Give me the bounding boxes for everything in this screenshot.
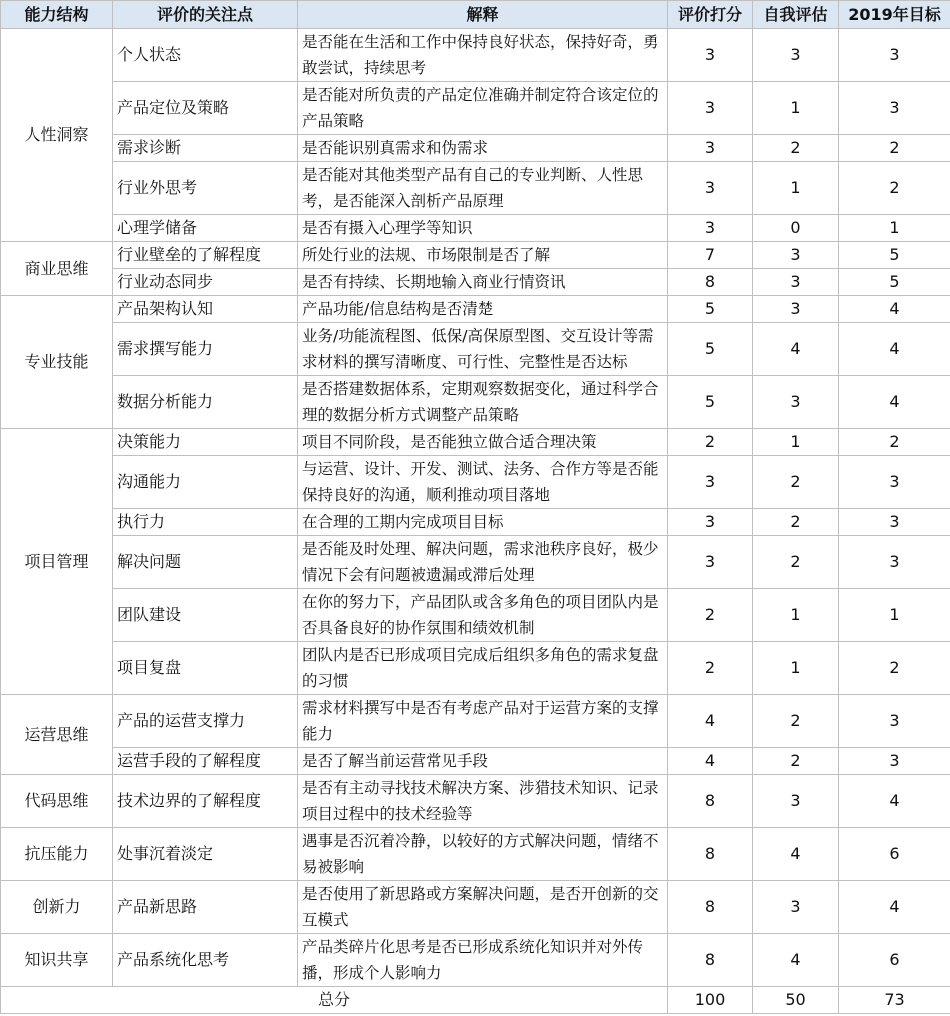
score-cell: 5 bbox=[668, 296, 753, 323]
explanation-cell: 是否搭建数据体系，定期观察数据变化，通过科学合理的数据分析方式调整产品策略 bbox=[298, 376, 668, 429]
explanation-cell: 是否有主动寻找技术解决方案、涉猎技术知识、记录项目过程中的技术经验等 bbox=[298, 775, 668, 828]
target-cell: 6 bbox=[839, 828, 950, 881]
header-focus-point: 评价的关注点 bbox=[113, 1, 298, 29]
explanation-cell: 在合理的工期内完成项目目标 bbox=[298, 509, 668, 536]
explanation-cell: 项目不同阶段，是否能独立做合适合理决策 bbox=[298, 429, 668, 456]
score-cell: 8 bbox=[668, 881, 753, 934]
self-assessment-cell: 3 bbox=[753, 881, 839, 934]
focus-point-cell: 技术边界的了解程度 bbox=[113, 775, 298, 828]
explanation-cell: 是否使用了新思路或方案解决问题，是否开创新的交互模式 bbox=[298, 881, 668, 934]
explanation-cell: 产品功能/信息结构是否清楚 bbox=[298, 296, 668, 323]
header-self-assessment: 自我评估 bbox=[753, 1, 839, 29]
target-cell: 5 bbox=[839, 269, 950, 296]
self-assessment-cell: 2 bbox=[753, 509, 839, 536]
category-cell: 人性洞察 bbox=[1, 29, 113, 242]
target-cell: 5 bbox=[839, 242, 950, 269]
table-body bbox=[1, 29, 950, 1014]
target-cell: 2 bbox=[839, 642, 950, 695]
self-assessment-cell: 1 bbox=[753, 429, 839, 456]
header-explanation: 解释 bbox=[298, 1, 668, 29]
focus-point-cell: 个人状态 bbox=[113, 29, 298, 82]
total-score: 100 bbox=[668, 987, 753, 1014]
table-row bbox=[1, 775, 950, 828]
score-cell: 3 bbox=[668, 456, 753, 509]
score-cell: 2 bbox=[668, 589, 753, 642]
score-cell: 3 bbox=[668, 135, 753, 162]
table-row bbox=[1, 934, 950, 987]
table-row bbox=[1, 828, 950, 881]
category-cell: 知识共享 bbox=[1, 934, 113, 987]
target-cell: 6 bbox=[839, 934, 950, 987]
score-cell: 4 bbox=[668, 748, 753, 775]
table-row bbox=[1, 269, 950, 296]
focus-point-cell: 心理学储备 bbox=[113, 215, 298, 242]
score-cell: 5 bbox=[668, 376, 753, 429]
table-row bbox=[1, 881, 950, 934]
explanation-cell: 业务/功能流程图、低保/高保原型图、交互设计等需求材料的撰写清晰度、可行性、完整性是否达标 bbox=[298, 323, 668, 376]
self-assessment-cell: 2 bbox=[753, 135, 839, 162]
total-label: 总分 bbox=[1, 987, 668, 1014]
self-assessment-cell: 3 bbox=[753, 269, 839, 296]
focus-point-cell: 解决问题 bbox=[113, 536, 298, 589]
target-cell: 1 bbox=[839, 215, 950, 242]
self-assessment-cell: 4 bbox=[753, 323, 839, 376]
table-row bbox=[1, 695, 950, 748]
table-row bbox=[1, 135, 950, 162]
table-row bbox=[1, 82, 950, 135]
self-assessment-cell: 2 bbox=[753, 536, 839, 589]
score-cell: 3 bbox=[668, 509, 753, 536]
explanation-cell: 是否能对所负责的产品定位准确并制定符合该定位的产品策略 bbox=[298, 82, 668, 135]
score-cell: 5 bbox=[668, 323, 753, 376]
explanation-cell: 所处行业的法规、市场限制是否了解 bbox=[298, 242, 668, 269]
target-cell: 3 bbox=[839, 509, 950, 536]
focus-point-cell: 产品架构认知 bbox=[113, 296, 298, 323]
focus-point-cell: 运营手段的了解程度 bbox=[113, 748, 298, 775]
target-cell: 4 bbox=[839, 376, 950, 429]
score-cell: 8 bbox=[668, 934, 753, 987]
self-assessment-cell: 1 bbox=[753, 642, 839, 695]
self-assessment-cell: 2 bbox=[753, 695, 839, 748]
target-cell: 4 bbox=[839, 296, 950, 323]
category-cell: 抗压能力 bbox=[1, 828, 113, 881]
self-assessment-cell: 4 bbox=[753, 828, 839, 881]
score-cell: 8 bbox=[668, 775, 753, 828]
self-assessment-cell: 0 bbox=[753, 215, 839, 242]
self-assessment-cell: 2 bbox=[753, 456, 839, 509]
total-row bbox=[1, 987, 950, 1014]
self-assessment-cell: 1 bbox=[753, 162, 839, 215]
header-2019-target: 2019年目标 bbox=[839, 1, 950, 29]
target-cell: 3 bbox=[839, 456, 950, 509]
focus-point-cell: 产品系统化思考 bbox=[113, 934, 298, 987]
table-row bbox=[1, 215, 950, 242]
score-cell: 3 bbox=[668, 215, 753, 242]
score-cell: 4 bbox=[668, 695, 753, 748]
target-cell: 3 bbox=[839, 82, 950, 135]
explanation-cell: 团队内是否已形成项目完成后组织多角色的需求复盘的习惯 bbox=[298, 642, 668, 695]
target-cell: 2 bbox=[839, 135, 950, 162]
focus-point-cell: 行业外思考 bbox=[113, 162, 298, 215]
target-cell: 4 bbox=[839, 323, 950, 376]
table-row bbox=[1, 429, 950, 456]
category-cell: 项目管理 bbox=[1, 429, 113, 695]
focus-point-cell: 决策能力 bbox=[113, 429, 298, 456]
table-row bbox=[1, 748, 950, 775]
target-cell: 3 bbox=[839, 29, 950, 82]
table-row bbox=[1, 509, 950, 536]
target-cell: 4 bbox=[839, 881, 950, 934]
table-row bbox=[1, 323, 950, 376]
focus-point-cell: 产品新思路 bbox=[113, 881, 298, 934]
explanation-cell: 在你的努力下，产品团队或含多角色的项目团队内是否具备良好的协作氛围和绩效机制 bbox=[298, 589, 668, 642]
explanation-cell: 是否能对其他类型产品有自己的专业判断、人性思考，是否能深入剖析产品原理 bbox=[298, 162, 668, 215]
score-cell: 2 bbox=[668, 642, 753, 695]
explanation-cell: 是否能识别真需求和伪需求 bbox=[298, 135, 668, 162]
self-assessment-cell: 3 bbox=[753, 296, 839, 323]
header-score: 评价打分 bbox=[668, 1, 753, 29]
self-assessment-cell: 1 bbox=[753, 82, 839, 135]
score-cell: 3 bbox=[668, 82, 753, 135]
target-cell: 2 bbox=[839, 162, 950, 215]
score-cell: 8 bbox=[668, 828, 753, 881]
focus-point-cell: 产品定位及策略 bbox=[113, 82, 298, 135]
score-cell: 8 bbox=[668, 269, 753, 296]
table-row bbox=[1, 296, 950, 323]
focus-point-cell: 需求撰写能力 bbox=[113, 323, 298, 376]
focus-point-cell: 数据分析能力 bbox=[113, 376, 298, 429]
focus-point-cell: 行业壁垒的了解程度 bbox=[113, 242, 298, 269]
self-assessment-cell: 3 bbox=[753, 242, 839, 269]
score-cell: 2 bbox=[668, 429, 753, 456]
table-row bbox=[1, 162, 950, 215]
category-cell: 商业思维 bbox=[1, 242, 113, 296]
self-assessment-cell: 3 bbox=[753, 29, 839, 82]
focus-point-cell: 团队建设 bbox=[113, 589, 298, 642]
self-assessment-cell: 3 bbox=[753, 775, 839, 828]
focus-point-cell: 产品的运营支撑力 bbox=[113, 695, 298, 748]
target-cell: 3 bbox=[839, 536, 950, 589]
category-cell: 创新力 bbox=[1, 881, 113, 934]
self-assessment-cell: 2 bbox=[753, 748, 839, 775]
total-self-assessment: 50 bbox=[753, 987, 839, 1014]
explanation-cell: 是否有摄入心理学等知识 bbox=[298, 215, 668, 242]
header-row bbox=[1, 1, 950, 29]
explanation-cell: 是否有持续、长期地输入商业行情资讯 bbox=[298, 269, 668, 296]
table-row bbox=[1, 376, 950, 429]
target-cell: 4 bbox=[839, 775, 950, 828]
focus-point-cell: 执行力 bbox=[113, 509, 298, 536]
table-row bbox=[1, 456, 950, 509]
explanation-cell: 是否了解当前运营常见手段 bbox=[298, 748, 668, 775]
focus-point-cell: 行业动态同步 bbox=[113, 269, 298, 296]
self-assessment-cell: 4 bbox=[753, 934, 839, 987]
total-target: 73 bbox=[839, 987, 950, 1014]
score-cell: 7 bbox=[668, 242, 753, 269]
self-assessment-cell: 1 bbox=[753, 589, 839, 642]
explanation-cell: 是否能在生活和工作中保持良好状态，保持好奇，勇敢尝试，持续思考 bbox=[298, 29, 668, 82]
explanation-cell: 与运营、设计、开发、测试、法务、合作方等是否能保持良好的沟通，顺利推动项目落地 bbox=[298, 456, 668, 509]
table-row bbox=[1, 29, 950, 82]
explanation-cell: 产品类碎片化思考是否已形成系统化知识并对外传播，形成个人影响力 bbox=[298, 934, 668, 987]
table-row bbox=[1, 242, 950, 269]
category-cell: 专业技能 bbox=[1, 296, 113, 429]
table-row bbox=[1, 536, 950, 589]
focus-point-cell: 项目复盘 bbox=[113, 642, 298, 695]
target-cell: 3 bbox=[839, 695, 950, 748]
self-assessment-cell: 3 bbox=[753, 376, 839, 429]
header-category: 能力结构 bbox=[1, 1, 113, 29]
category-cell: 运营思维 bbox=[1, 695, 113, 775]
table-row bbox=[1, 589, 950, 642]
score-cell: 3 bbox=[668, 536, 753, 589]
score-cell: 3 bbox=[668, 29, 753, 82]
target-cell: 2 bbox=[839, 429, 950, 456]
score-cell: 3 bbox=[668, 162, 753, 215]
focus-point-cell: 需求诊断 bbox=[113, 135, 298, 162]
focus-point-cell: 沟通能力 bbox=[113, 456, 298, 509]
category-cell: 代码思维 bbox=[1, 775, 113, 828]
explanation-cell: 遇事是否沉着冷静，以较好的方式解决问题，情绪不易被影响 bbox=[298, 828, 668, 881]
target-cell: 3 bbox=[839, 748, 950, 775]
explanation-cell: 是否能及时处理、解决问题，需求池秩序良好，极少情况下会有问题被遗漏或滞后处理 bbox=[298, 536, 668, 589]
focus-point-cell: 处事沉着淡定 bbox=[113, 828, 298, 881]
explanation-cell: 需求材料撰写中是否有考虑产品对于运营方案的支撑能力 bbox=[298, 695, 668, 748]
table-row bbox=[1, 642, 950, 695]
target-cell: 1 bbox=[839, 589, 950, 642]
